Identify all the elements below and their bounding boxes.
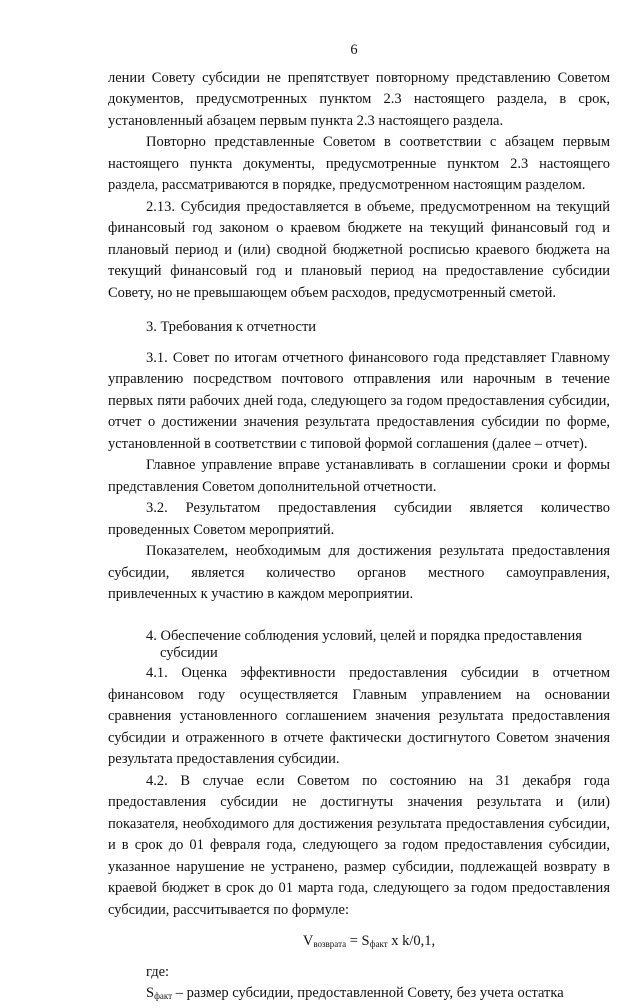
paragraph-4-2: 4.2. В случае если Советом по состоянию на 31 декабря года предоставления субсидии не достигнуты значения результата и (или) показателя, необходимого для достижения результата предоставления субсидии, и в срок до 01 февраля года, следующего за годом предоставления субсидии, указанное нарушение не устранено, размер субсидии, подлежащей возврату в краевой бюджет в срок до 01 марта года, следующего за годом предоставления субсидии, рассчитывается по формуле: xyxy=(108,772,610,918)
formula-s: S xyxy=(361,933,370,949)
definition-text: – размер субсидии, предоставленной Совету, без учета остатка xyxy=(172,985,564,1001)
paragraph-continuation: лении Совету субсидии не препятствует повторному представлению Советом документов, предусмотренных пунктом 2.3 настоящего раздела, в срок, установленный абзацем первым пункта 2.3 настоящего раздела. xyxy=(108,69,610,129)
formula-lhs-subscript: возврата xyxy=(313,939,347,949)
paragraph: Главное управление вправе устанавливать в соглашении сроки и формы представления Советом дополнительной отчетности. xyxy=(108,457,610,495)
definition-symbol: S xyxy=(146,985,155,1001)
formula-rest: x k/0,1, xyxy=(387,933,436,949)
formula-lhs: V xyxy=(302,933,314,949)
page-number: 6 xyxy=(350,42,358,58)
formula-equals: = xyxy=(346,933,362,949)
section-4-heading-line1: 4. Обеспечение соблюдения условий, целей и порядка предоставления xyxy=(146,627,582,644)
where-label: где: xyxy=(146,963,170,980)
section-4-heading-line2: субсидии xyxy=(160,645,218,661)
formula xyxy=(108,931,610,956)
paragraph-4-1: 4.1. Оценка эффективности предоставления субсидии в отчетном финансовом году осуществляется Главным управлением на основании сравнения установленного соглашением значения результата предоставления субсидии и отраженного в отчете фактически достигнутого Советом значения результата предоставления субсидии. xyxy=(108,665,610,767)
paragraph-2-13: 2.13. Субсидия предоставляется в объеме, предусмотренном на текущий финансовый год законом о краевом бюджете на текущий финансовый год и плановый период и (или) сводной бюджетной росписью краевого бюджета на текущий финансовый год и плановый период на предоставление субсидии Совету, но не превышающем объем расходов, предусмотренный сметой. xyxy=(108,198,610,301)
paragraph: Повторно представленные Советом в соответствии с абзацем первым настоящего пункта документы, предусмотренные пунктом 2.3 настоящего раздела, рассматриваются в порядке, предусмотренном настоящим разделом. xyxy=(108,134,610,193)
section-4-heading xyxy=(108,626,610,661)
paragraph-3-1: 3.1. Совет по итогам отчетного финансового года представляет Главному управлению посредством почтового отправления или нарочным в течение первых пяти рабочих дней года, следующего за годом предоставления субсидии, отчет о достижении значения результата предоставления субсидии по форме, установленной в соответствии с типовой формой соглашения (далее – отчет). xyxy=(108,349,610,452)
paragraph-3-2: 3.2. Результатом предоставления субсидии является количество проведенных Советом мероприятий. xyxy=(108,500,610,538)
paragraph: Показателем, необходимым для достижения результата предоставления субсидии, является количество органов местного самоуправления, привлеченных к участию в каждом мероприятии. xyxy=(108,543,610,602)
section-3-heading: 3. Требования к отчетности xyxy=(146,319,317,335)
formula-s-subscript: факт xyxy=(369,939,388,949)
definition-s-fact xyxy=(108,983,610,1008)
definition-symbol-subscript: факт xyxy=(154,991,173,1001)
